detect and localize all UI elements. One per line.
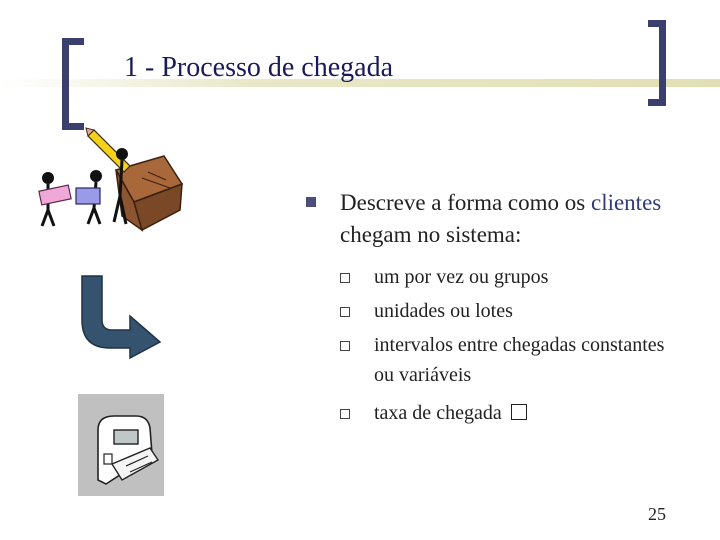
sub-bullet-marker bbox=[340, 409, 350, 419]
sub-bullet-text bbox=[374, 398, 674, 428]
sub-bullet-text: unidades ou lotes bbox=[374, 300, 513, 322]
sub-bullet-marker bbox=[340, 307, 350, 317]
main-bullet-text-before: Descreve a forma como os bbox=[340, 190, 591, 215]
main-bullet-text bbox=[340, 187, 680, 251]
main-bullet-text-after: chegam no sistema: bbox=[340, 222, 522, 247]
main-bullet-marker bbox=[306, 197, 316, 207]
sub-bullet-text: um por vez ou grupos bbox=[374, 266, 549, 288]
main-bullet-highlight: clientes bbox=[590, 190, 662, 215]
slide-title: 1 - Processo de chegada bbox=[124, 52, 394, 83]
people-carrying-box-icon bbox=[30, 126, 190, 232]
sub-bullet-text-label: taxa de chegada bbox=[374, 402, 502, 424]
left-bracket bbox=[62, 38, 84, 130]
sub-bullet-marker bbox=[340, 273, 350, 283]
right-bracket bbox=[648, 20, 666, 106]
sub-bullet-text: intervalos entre chegadas constantes ou variáveis bbox=[374, 334, 665, 386]
curved-arrow-icon bbox=[76, 272, 166, 362]
ticket-machine-icon bbox=[78, 394, 166, 498]
symbol-placeholder-icon bbox=[511, 404, 527, 420]
page-number: 25 bbox=[648, 504, 666, 524]
sub-bullet-marker bbox=[340, 341, 350, 351]
